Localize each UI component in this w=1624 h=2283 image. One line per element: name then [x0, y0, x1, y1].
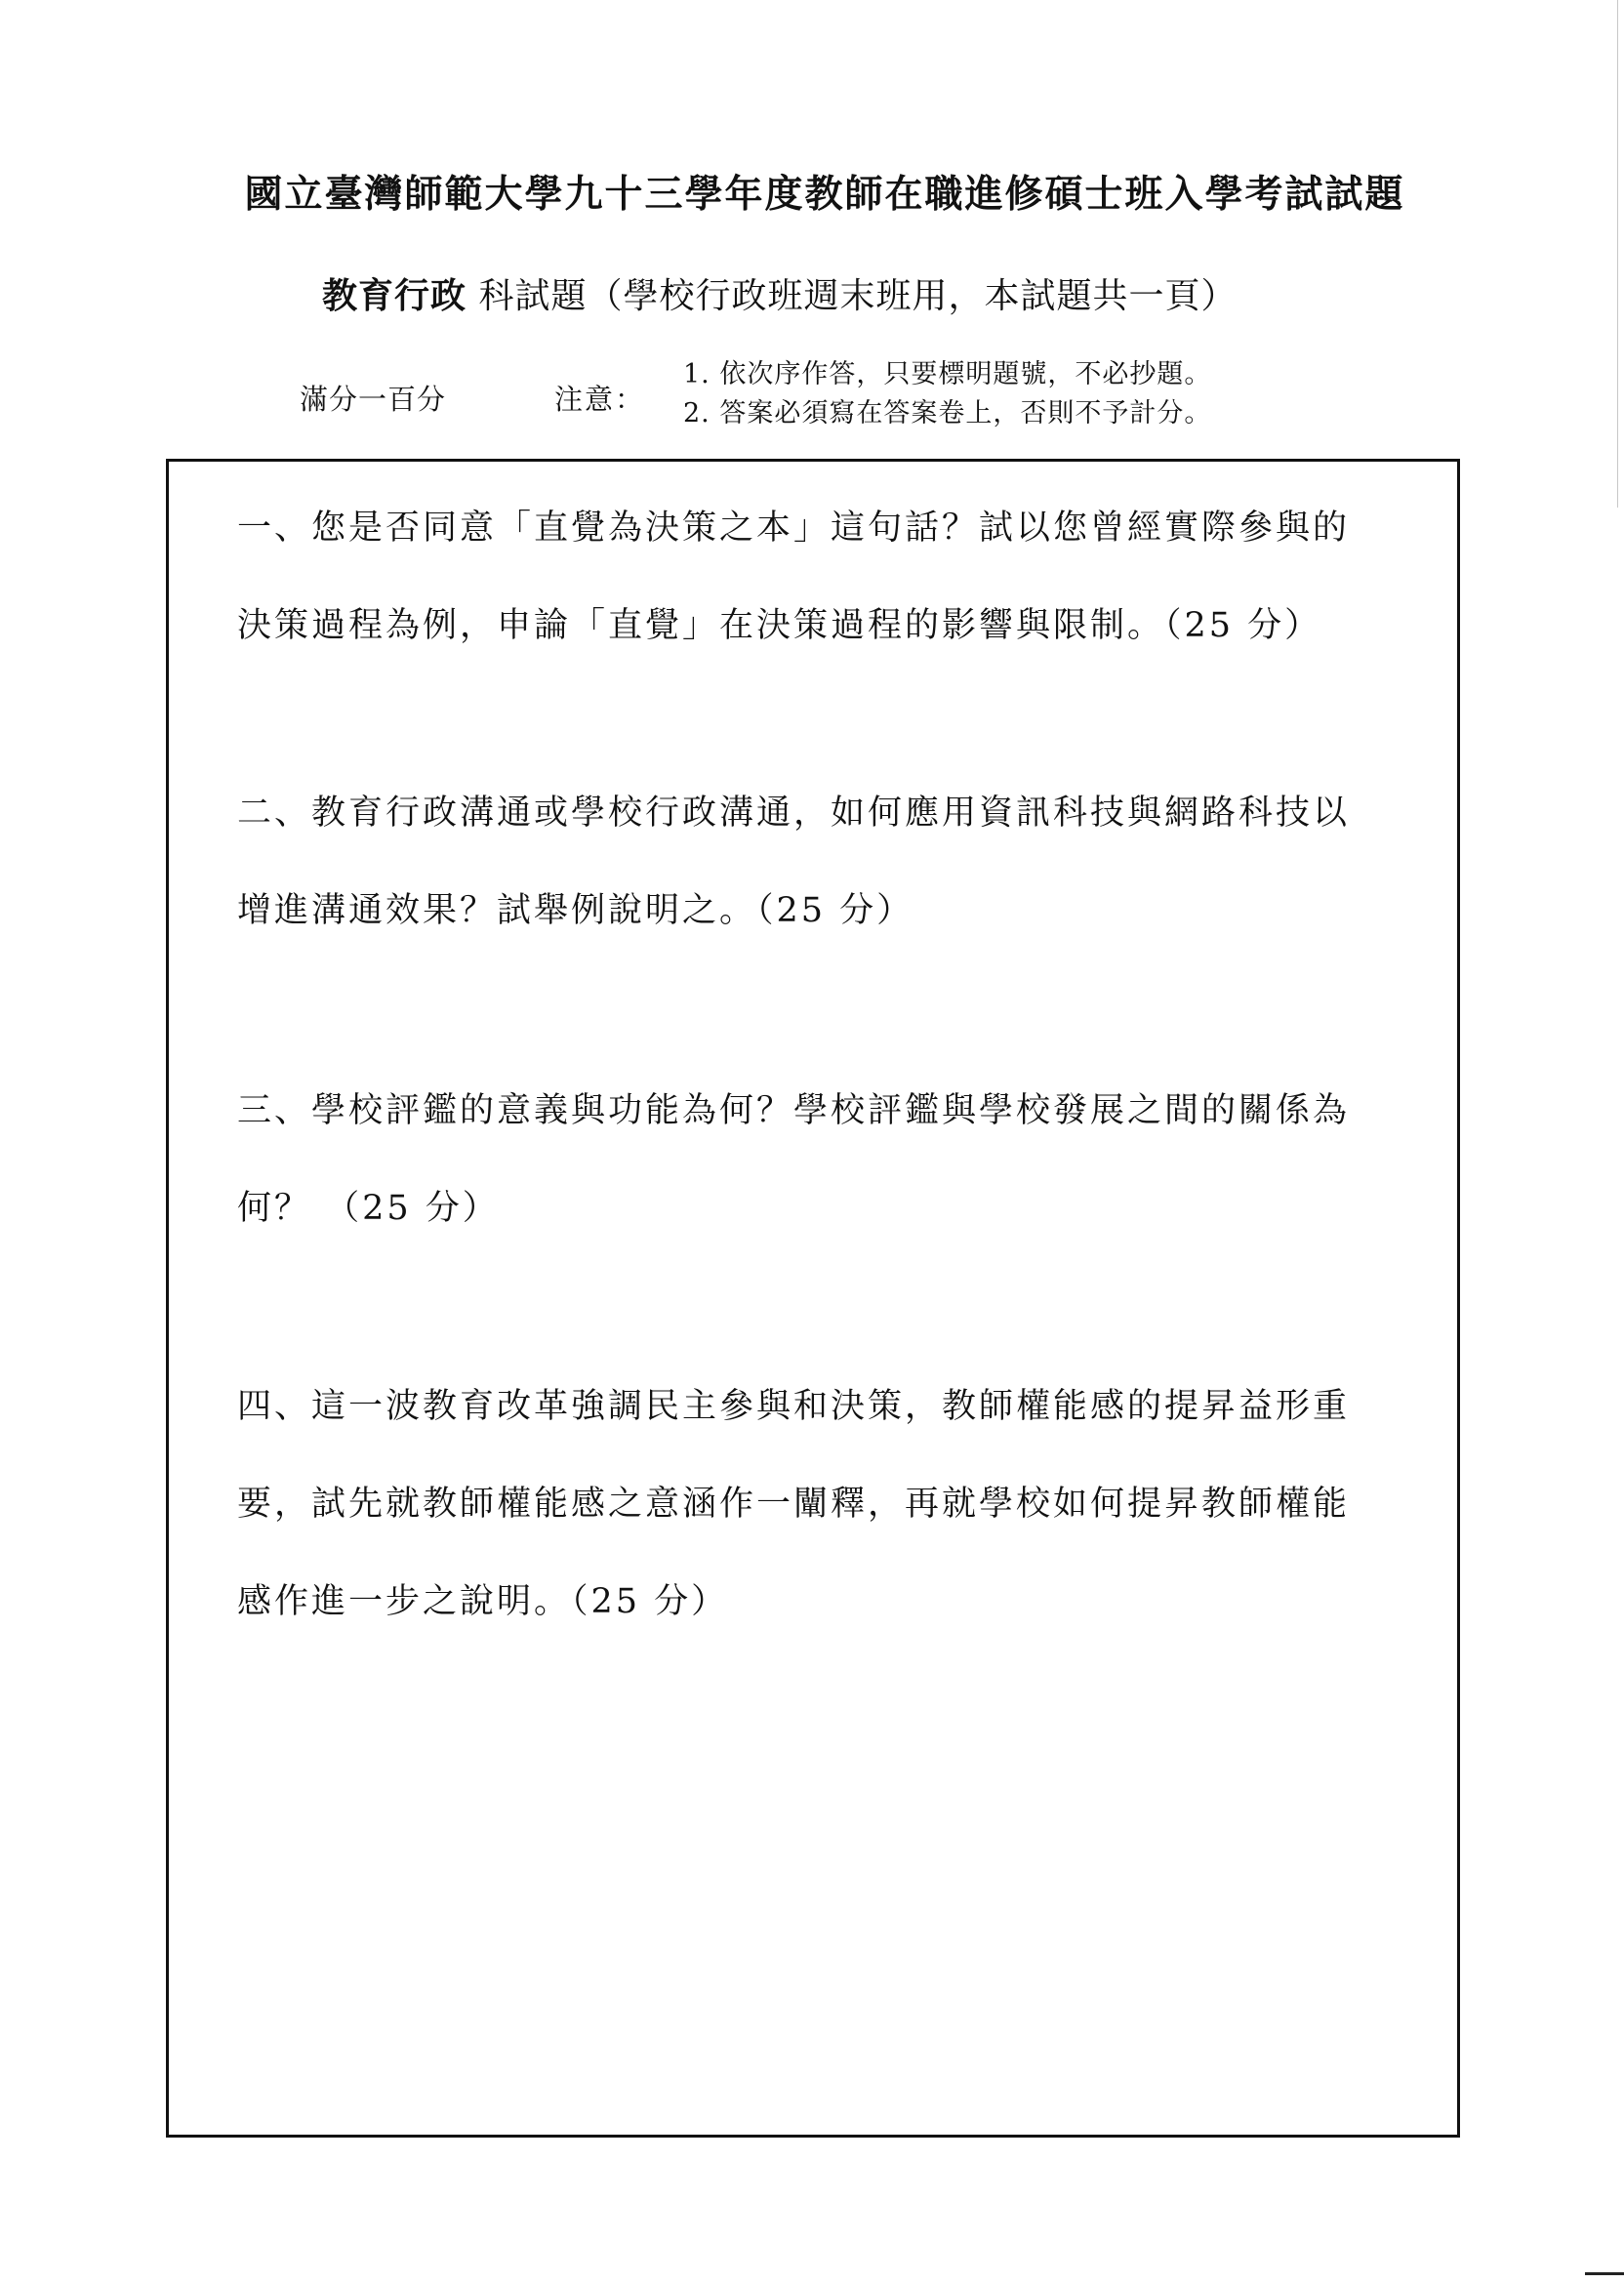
question-line: 三、學校評鑑的意義與功能為何？學校評鑑與學校發展之間的關係為 — [237, 1091, 1351, 1130]
subject-name: 教育行政 — [322, 275, 467, 316]
question-line: 增進溝通效果？試舉例說明之。（25 分） — [237, 891, 914, 930]
question-1 — [237, 499, 1399, 694]
notice-label: 注意： — [554, 383, 646, 416]
exam-title: 國立臺灣師範大學九十三學年度教師在職進修碩士班入學考試試題 — [244, 172, 1405, 217]
question-3 — [237, 1081, 1399, 1277]
question-line: 決策過程為例，申論「直覺」在決策過程的影響與限制。（25 分） — [237, 606, 1322, 645]
questions-box — [166, 459, 1460, 2138]
question-4 — [237, 1377, 1399, 1670]
question-line: 一、您是否同意「直覺為決策之本」這句話？試以您曾經實際參與的 — [237, 509, 1351, 548]
full-score: 滿分一百分 — [300, 383, 447, 416]
question-line: 四、這一波教育改革強調民主參與和決策，教師權能感的提昇益形重 — [237, 1387, 1351, 1426]
question-2 — [237, 784, 1399, 979]
exam-subtitle — [322, 268, 1237, 318]
scan-edge-line — [1617, 0, 1618, 508]
question-line: 感作進一步之說明。（25 分） — [237, 1582, 729, 1621]
question-line: 要，試先就教師權能感之意涵作一闡釋，再就學校如何提昇教師權能 — [237, 1485, 1351, 1524]
subtitle-description: 科試題（學校行政班週末班用，本試題共一頁） — [478, 276, 1238, 316]
notice-item: 2. 答案必須寫在答案卷上，否則不予計分。 — [683, 398, 1212, 428]
question-line: 何？ （25 分） — [237, 1189, 500, 1228]
notice-item: 1. 依次序作答，只要標明題號，不必抄題。 — [683, 359, 1212, 389]
question-line: 二、教育行政溝通或學校行政溝通，如何應用資訊科技與網路科技以 — [237, 794, 1351, 833]
notice-list — [683, 355, 1211, 433]
scan-corner-mark — [1585, 2272, 1624, 2275]
